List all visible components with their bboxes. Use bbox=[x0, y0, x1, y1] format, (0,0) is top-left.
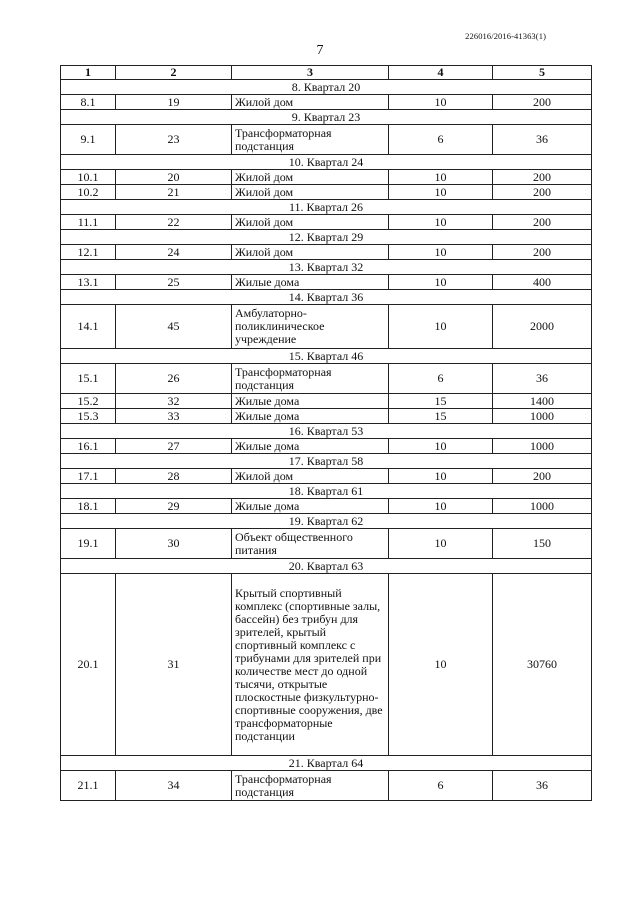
object-name: Жилой дом bbox=[232, 469, 389, 484]
area-value: 1000 bbox=[493, 439, 592, 454]
floors-value: 10 bbox=[389, 275, 493, 290]
floors-value: 15 bbox=[389, 394, 493, 409]
table-row bbox=[61, 409, 592, 424]
object-name: Объект общественного питания bbox=[232, 529, 389, 559]
column-header-5: 5 bbox=[493, 66, 592, 80]
position-number: 22 bbox=[116, 215, 232, 230]
row-number: 10.1 bbox=[61, 170, 116, 185]
table-row bbox=[61, 215, 592, 230]
object-name: Жилые дома bbox=[232, 275, 389, 290]
area-value: 400 bbox=[493, 275, 592, 290]
row-number: 20.1 bbox=[61, 574, 116, 756]
position-number: 33 bbox=[116, 409, 232, 424]
section-title: 16. Квартал 53 bbox=[61, 424, 592, 439]
position-number: 19 bbox=[116, 95, 232, 110]
section-title: 19. Квартал 62 bbox=[61, 514, 592, 529]
table-row bbox=[61, 439, 592, 454]
position-number: 31 bbox=[116, 574, 232, 756]
table-row bbox=[61, 364, 592, 394]
table-row bbox=[61, 185, 592, 200]
section-row bbox=[61, 290, 592, 305]
page-number: 7 bbox=[316, 43, 324, 58]
section-row bbox=[61, 349, 592, 364]
position-number: 23 bbox=[116, 125, 232, 155]
object-name: Жилой дом bbox=[232, 95, 389, 110]
floors-value: 10 bbox=[389, 574, 493, 756]
section-row bbox=[61, 200, 592, 215]
table-row bbox=[61, 574, 592, 756]
section-row bbox=[61, 110, 592, 125]
area-value: 30760 bbox=[493, 574, 592, 756]
table-row bbox=[61, 394, 592, 409]
floors-value: 10 bbox=[389, 529, 493, 559]
section-title: 8. Квартал 20 bbox=[61, 80, 592, 95]
area-value: 2000 bbox=[493, 305, 592, 349]
section-title: 14. Квартал 36 bbox=[61, 290, 592, 305]
row-number: 15.1 bbox=[61, 364, 116, 394]
row-number: 9.1 bbox=[61, 125, 116, 155]
row-number: 16.1 bbox=[61, 439, 116, 454]
area-value: 36 bbox=[493, 125, 592, 155]
floors-value: 10 bbox=[389, 305, 493, 349]
table-row bbox=[61, 170, 592, 185]
area-value: 200 bbox=[493, 215, 592, 230]
row-number: 13.1 bbox=[61, 275, 116, 290]
area-value: 200 bbox=[493, 170, 592, 185]
floors-value: 6 bbox=[389, 364, 493, 394]
section-title: 15. Квартал 46 bbox=[61, 349, 592, 364]
floors-value: 10 bbox=[389, 215, 493, 230]
position-number: 34 bbox=[116, 771, 232, 801]
section-title: 10. Квартал 24 bbox=[61, 155, 592, 170]
section-row bbox=[61, 559, 592, 574]
section-title: 21. Квартал 64 bbox=[61, 756, 592, 771]
object-name: Жилые дома bbox=[232, 394, 389, 409]
area-value: 200 bbox=[493, 185, 592, 200]
table-row bbox=[61, 125, 592, 155]
column-header-3: 3 bbox=[232, 66, 389, 80]
position-number: 27 bbox=[116, 439, 232, 454]
section-row bbox=[61, 424, 592, 439]
object-name: Крытый спортивный комплекс (спортивные залы, бассейн) без трибун для зрителей, крытый спортивный комплекс с трибунами для зрителей при количестве мест до одной тысячи, открытые плоскостные физкультурно-спортивные сооружения, две трансформаторные подстанции bbox=[232, 574, 389, 756]
column-header-2: 2 bbox=[116, 66, 232, 80]
area-value: 1400 bbox=[493, 394, 592, 409]
area-value: 36 bbox=[493, 771, 592, 801]
section-row bbox=[61, 454, 592, 469]
floors-value: 15 bbox=[389, 409, 493, 424]
row-number: 18.1 bbox=[61, 499, 116, 514]
section-row bbox=[61, 484, 592, 499]
area-value: 200 bbox=[493, 95, 592, 110]
object-name: Жилой дом bbox=[232, 245, 389, 260]
position-number: 29 bbox=[116, 499, 232, 514]
section-title: 11. Квартал 26 bbox=[61, 200, 592, 215]
floors-value: 6 bbox=[389, 125, 493, 155]
position-number: 26 bbox=[116, 364, 232, 394]
area-value: 1000 bbox=[493, 499, 592, 514]
section-row bbox=[61, 756, 592, 771]
column-header-4: 4 bbox=[389, 66, 493, 80]
floors-value: 10 bbox=[389, 185, 493, 200]
position-number: 20 bbox=[116, 170, 232, 185]
objects-table-body bbox=[61, 66, 592, 801]
table-row bbox=[61, 245, 592, 260]
section-row bbox=[61, 155, 592, 170]
area-value: 36 bbox=[493, 364, 592, 394]
position-number: 28 bbox=[116, 469, 232, 484]
position-number: 45 bbox=[116, 305, 232, 349]
area-value: 1000 bbox=[493, 409, 592, 424]
row-number: 10.2 bbox=[61, 185, 116, 200]
position-number: 32 bbox=[116, 394, 232, 409]
area-value: 200 bbox=[493, 245, 592, 260]
object-name: Трансформаторная подстанция bbox=[232, 364, 389, 394]
table-row bbox=[61, 529, 592, 559]
position-number: 30 bbox=[116, 529, 232, 559]
object-name: Жилые дома bbox=[232, 409, 389, 424]
section-title: 20. Квартал 63 bbox=[61, 559, 592, 574]
object-name: Амбулаторно-поликлиническое учреждение bbox=[232, 305, 389, 349]
area-value: 150 bbox=[493, 529, 592, 559]
table-row bbox=[61, 275, 592, 290]
floors-value: 10 bbox=[389, 439, 493, 454]
table-row bbox=[61, 469, 592, 484]
section-row bbox=[61, 260, 592, 275]
floors-value: 6 bbox=[389, 771, 493, 801]
object-name: Жилой дом bbox=[232, 215, 389, 230]
object-name: Жилой дом bbox=[232, 185, 389, 200]
position-number: 24 bbox=[116, 245, 232, 260]
table-row bbox=[61, 771, 592, 801]
section-title: 12. Квартал 29 bbox=[61, 230, 592, 245]
floors-value: 10 bbox=[389, 95, 493, 110]
position-number: 25 bbox=[116, 275, 232, 290]
section-title: 9. Квартал 23 bbox=[61, 110, 592, 125]
row-number: 15.2 bbox=[61, 394, 116, 409]
row-number: 14.1 bbox=[61, 305, 116, 349]
object-name: Жилой дом bbox=[232, 170, 389, 185]
row-number: 8.1 bbox=[61, 95, 116, 110]
object-name: Жилые дома bbox=[232, 439, 389, 454]
section-row bbox=[61, 80, 592, 95]
row-number: 19.1 bbox=[61, 529, 116, 559]
floors-value: 10 bbox=[389, 469, 493, 484]
object-name: Трансформаторная подстанция bbox=[232, 771, 389, 801]
header-row bbox=[61, 66, 592, 80]
object-name: Жилые дома bbox=[232, 499, 389, 514]
section-title: 17. Квартал 58 bbox=[61, 454, 592, 469]
table-row bbox=[61, 95, 592, 110]
row-number: 21.1 bbox=[61, 771, 116, 801]
objects-table bbox=[60, 65, 592, 801]
section-title: 13. Квартал 32 bbox=[61, 260, 592, 275]
row-number: 11.1 bbox=[61, 215, 116, 230]
floors-value: 10 bbox=[389, 170, 493, 185]
table-row bbox=[61, 305, 592, 349]
section-row bbox=[61, 230, 592, 245]
row-number: 15.3 bbox=[61, 409, 116, 424]
floors-value: 10 bbox=[389, 499, 493, 514]
section-title: 18. Квартал 61 bbox=[61, 484, 592, 499]
section-row bbox=[61, 514, 592, 529]
table-row bbox=[61, 499, 592, 514]
object-name: Трансформаторная подстанция bbox=[232, 125, 389, 155]
column-header-1: 1 bbox=[61, 66, 116, 80]
row-number: 12.1 bbox=[61, 245, 116, 260]
row-number: 17.1 bbox=[61, 469, 116, 484]
area-value: 200 bbox=[493, 469, 592, 484]
position-number: 21 bbox=[116, 185, 232, 200]
document-id: 226016/2016-41363(1) bbox=[465, 31, 546, 41]
floors-value: 10 bbox=[389, 245, 493, 260]
